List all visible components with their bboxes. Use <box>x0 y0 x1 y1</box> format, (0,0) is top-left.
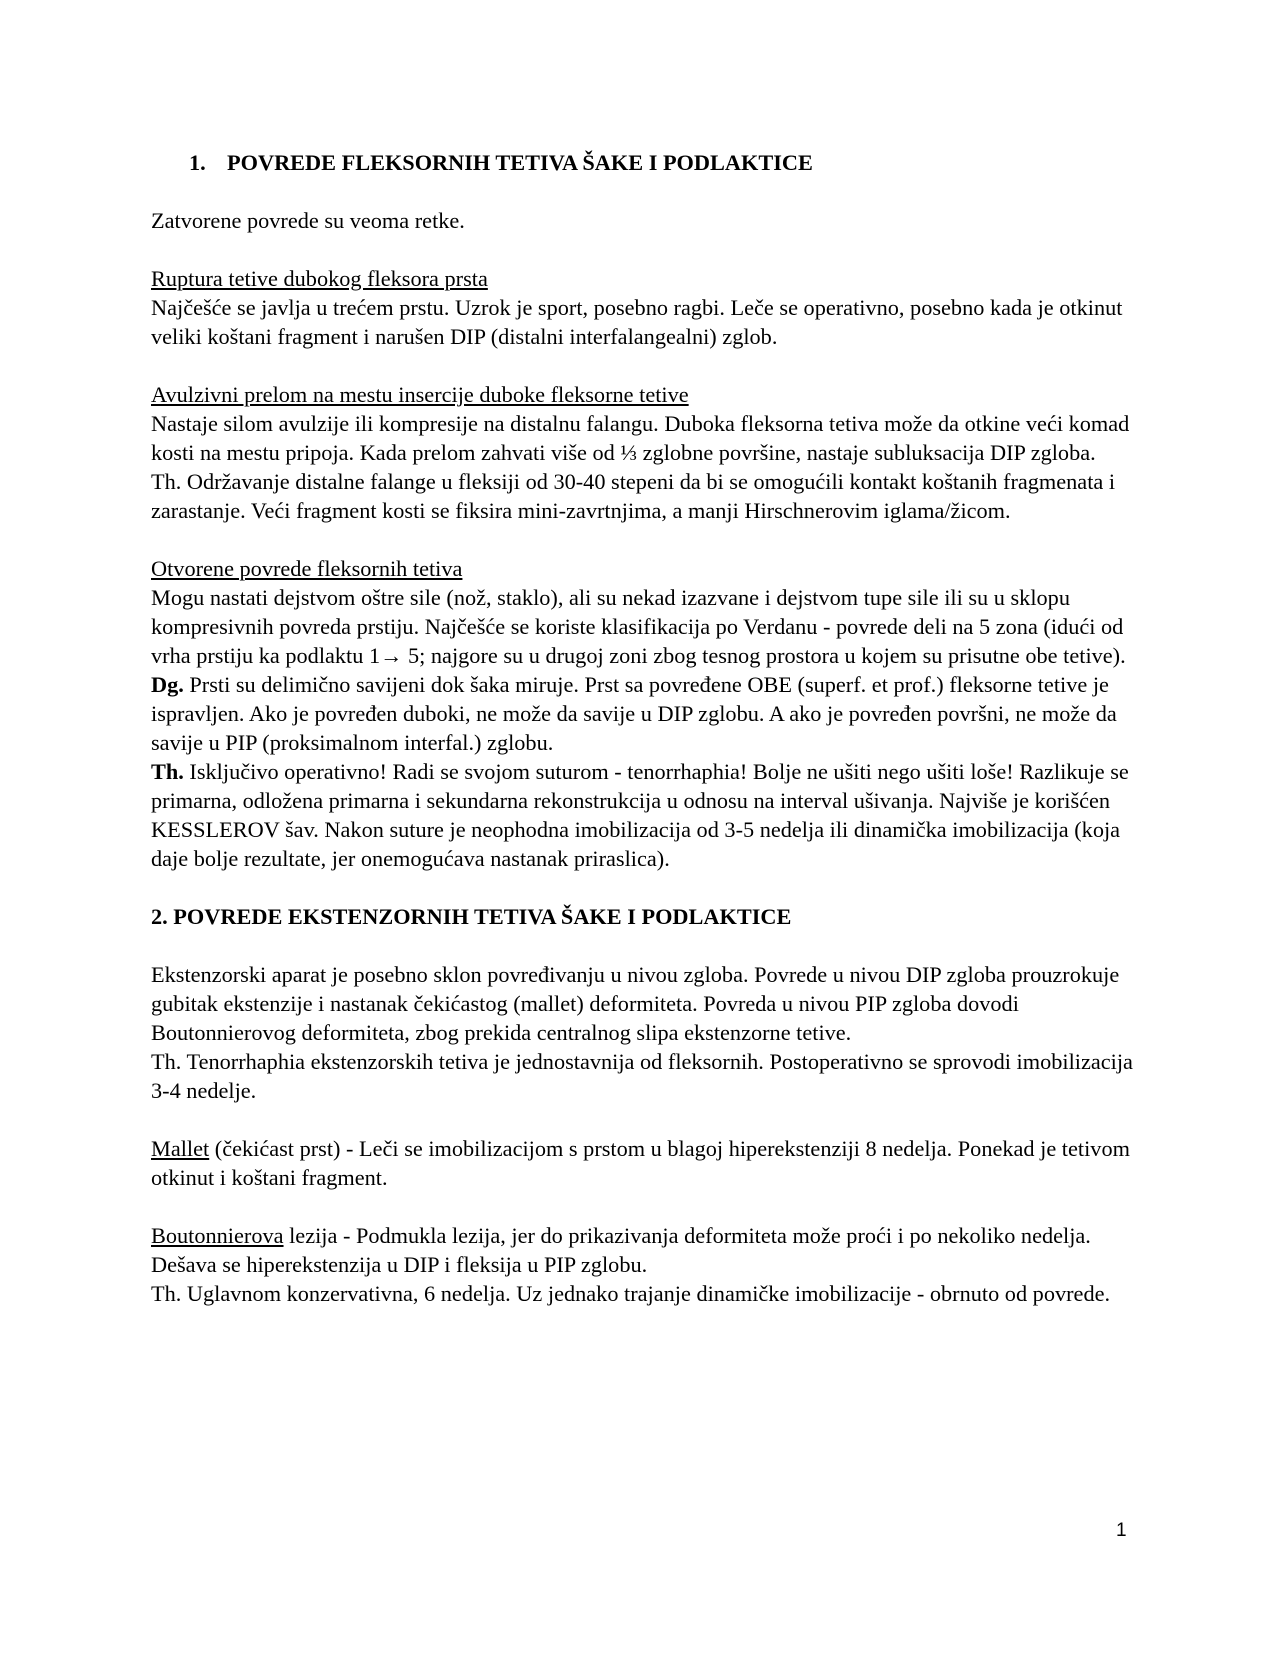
avulsion-therapy-paragraph: Th. Održavanje distalne falange u fleksiji od 30-40 stepeni da bi se omogućili kontakt koštanih fragmenata i zarastanje. Veći fragment kosti se fiksira mini-zavrtnjima, a manji Hirschnerovim iglama/žicom. <box>151 469 1116 523</box>
therapy-label: Th. <box>151 759 184 784</box>
open-injuries-heading: Otvorene povrede fleksornih tetiva <box>151 556 463 581</box>
extensor-therapy-paragraph: Th. Tenorrhaphia ekstenzorskih tetiva je jednostavnija od fleksornih. Postoperativno se sprovodi imobilizacija 3-4 nedelje. <box>151 1049 1133 1103</box>
closed-injuries-intro: Zatvorene povrede su veoma retke. <box>151 208 465 233</box>
boutonniere-paragraph <box>151 1221 1135 1279</box>
therapy-text: Isključivo operativno! Radi se svojom suturom - tenorrhaphia! Bolje ne ušiti nego ušiti loše! Razlikuje se primarna, odložena primarna i sekundarna rekonstrukcija u odnosu na interval ušivanja. Najviše je korišćen KESSLEROV šav. Nakon suture je neophodna imobilizacija od 3-5 nedelja ili dinamička imobilizacija (koja daje bolje rezultate, jer onemogućava nastanak priraslica). <box>151 759 1129 871</box>
section-2-heading: 2. POVREDE EKSTENZORNIH TETIVA ŠAKE I PODLAKTICE <box>151 904 792 929</box>
diagnosis-text: Prsti su delimično savijeni dok šaka miruje. Prst sa povređene OBE (superf. et prof.) fleksorne tetive je ispravljen. Ako je povređen duboki, ne može da savije u DIP zglobu. A ako je povređen površni, ne može da savije u PIP (proksimalnom interfal.) zglobu. <box>151 672 1117 755</box>
boutonniere-term: Boutonnierova <box>151 1223 284 1248</box>
section-1-number: 1. <box>189 150 206 175</box>
avulsion-paragraph: Nastaje silom avulzije ili kompresije na distalnu falangu. Duboka fleksorna tetiva može da otkine veći komad kosti na mestu pripoja. Kada prelom zahvati više od ⅓ zglobne površine, nastaje subluksacija DIP zgloba. <box>151 411 1130 465</box>
section-1-title: POVREDE FLEKSORNIH TETIVA ŠAKE I PODLAKTICE <box>227 150 813 175</box>
rupture-paragraph: Najčešće se javlja u trećem prstu. Uzrok je sport, posebno ragbi. Leče se operativno, posebno kada je otkinut veliki koštani fragment i narušen DIP (distalni interfalangealni) zglob. <box>151 295 1123 349</box>
section-1-heading <box>151 148 1135 177</box>
therapy-paragraph <box>151 757 1135 873</box>
boutonniere-therapy-paragraph: Th. Uglavnom konzervativna, 6 nedelja. Uz jednako trajanje dinamičke imobilizacije - obrnuto od povrede. <box>151 1281 1111 1306</box>
avulsion-heading: Avulzivni prelom na mestu insercije duboke fleksorne tetive <box>151 382 689 407</box>
diagnosis-paragraph <box>151 670 1135 757</box>
mallet-text: (čekićast prst) - Leči se imobilizacijom s prstom u blagoj hiperekstenziji 8 nedelja. Ponekad je tetivom otkinut i koštani fragment. <box>151 1136 1130 1190</box>
rupture-heading: Ruptura tetive dubokog fleksora prsta <box>151 266 488 291</box>
mallet-term: Mallet <box>151 1136 210 1161</box>
diagnosis-label: Dg. <box>151 672 184 697</box>
boutonniere-text: lezija - Podmukla lezija, jer do prikazivanja deformiteta može proći i po nekoliko nedelja. Dešava se hiperekstenzija u DIP i fleksija u PIP zglobu. <box>151 1223 1091 1277</box>
mallet-paragraph <box>151 1134 1135 1192</box>
page-content <box>151 148 1135 1308</box>
page-number: 1 <box>1116 1520 1127 1541</box>
open-injuries-paragraph: Mogu nastati dejstvom oštre sile (nož, staklo), ali su nekad izazvane i dejstvom tupe sile ili su u sklopu kompresivnih povreda prstiju. Najčešće se koriste klasifikacija po Verdanu - povrede deli na 5 zona (idući od vrha prstiju ka podlaktu 1→ 5; najgore su u drugoj zoni zbog tesnog prostora u kojem su prisutne obe tetive). <box>151 585 1126 668</box>
extensor-intro-paragraph: Ekstenzorski aparat je posebno sklon povređivanju u nivou zgloba. Povrede u nivou DIP zgloba prouzrokuje gubitak ekstenzije i nastanak čekićastog (mallet) deformiteta. Povreda u nivou PIP zgloba dovodi Boutonnierovog deformiteta, zbog prekida centralnog slipa ekstenzorne tetive. <box>151 962 1120 1045</box>
